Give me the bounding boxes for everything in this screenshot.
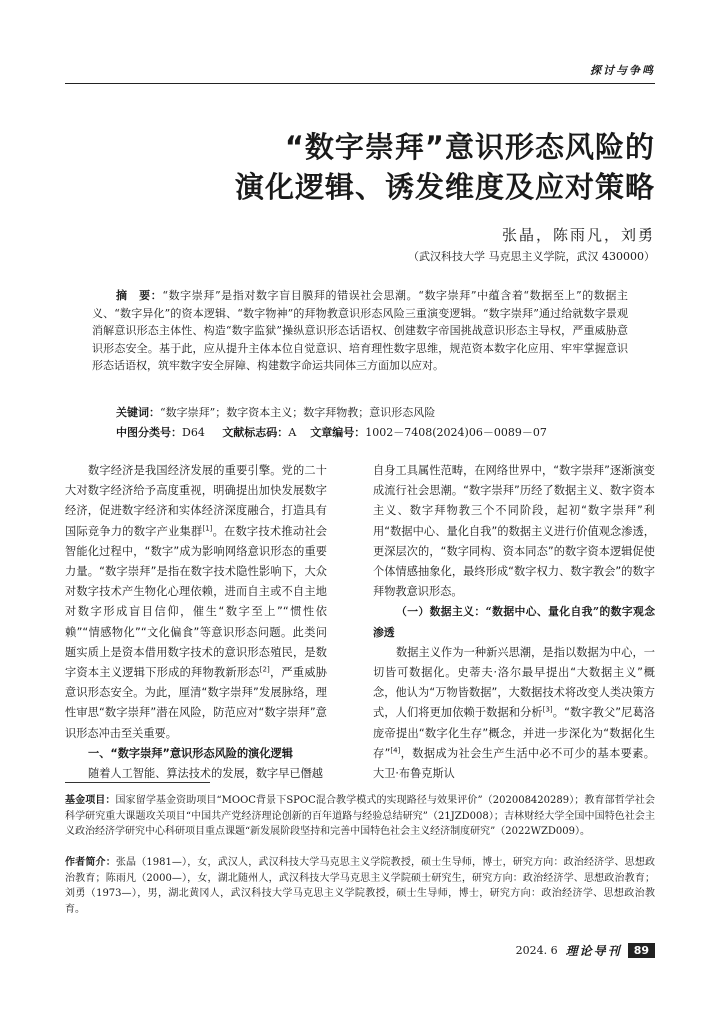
body-paragraph: 数据主义作为一种新兴思潮，是指以数据为中心，一切皆可数据化。史蒂夫·洛尔最早提出“大数据主义”概念，他认为“万物皆数据”，大数据技术将改变人类决策方式，人们将更加依赖于数据和分析[3]。“数字教父”尼葛洛庞帝提出“数字化生存”概念，并进一步深化为“数据化生存”[4]，数据成为社会生产生活中必不可少的基本要素。大卫·布鲁克斯认 — [373, 645, 655, 781]
keywords-text: “数字崇拜”；数字资本主义；数字拜物教；意识形态风险 — [160, 406, 436, 419]
header-rule — [65, 83, 655, 84]
classification-line — [116, 424, 547, 440]
authors: 张晶，陈雨凡，刘勇 — [501, 226, 655, 244]
body-paragraph: 自身工具属性范畴，在网络世界中，“数字崇拜”逐渐演变成流行社会思潮。“数字崇拜”历经了数据主义、数字资本主义、数字拜物教三个不同阶段，起初“数字崇拜”利用“数据中心、量化自我”的数据主义进行价值观念渗透，更深层次的，“数字同构、资本同态”的数字资本逻辑促使个体情感抽象化，最终形成“数字权力、数字教会”的数字拜物教意识形态。 — [373, 464, 655, 599]
citation-ref: [2] — [259, 665, 270, 674]
article-title-line2: 演化逻辑、诱发维度及应对策略 — [234, 170, 655, 204]
citation-ref: [4] — [390, 746, 401, 755]
abstract-text: “数字崇拜”是指对数字盲目膜拜的错误社会思潮。“数字崇拜”中蕴含着“数据至上”的数据主义、“数字异化”的资本逻辑、“数字物神”的拜物教意识形态风险三重演变逻辑。“数字崇拜”通过给就数字景观消解意识形态主体性、构造“数字监狱”操纵意识形态话语权、创建数字帝国挑战意识形态主导权，严重威胁意识形态安全。基于此，应从提升主体本位自觉意识、培育理性数字思维，规范资本数字化应用、牢牢掌握意识形态话语权，筑牢数字安全屏障、构建数字命运共同体三方面加以应对。 — [92, 289, 628, 372]
journal-name: 理论导刊 — [565, 943, 622, 958]
affiliation: （武汉科技大学 马克思主义学院，武汉 430000） — [408, 250, 655, 263]
issue-label: 2024. 6 — [515, 943, 558, 957]
body-paragraph: 数字经济是我国经济发展的重要引擎。党的二十大对数字经济给予高度重视，明确提出加快发展数字经济，促进数字经济和实体经济深度融合，打造具有国际竞争力的数字产业集群[1]。在数字技术推动社会智能化过程中，“数字”成为影响网络意识形态的重要力量。“数字崇拜”是指在数字技术隐性影响下，大众对数字技术产生物化心理依赖，进而自主或不自主地对数字形成盲目信仰，催生“数字至上”“惯性依赖”“情感物化”“文化偏食”等意识形态问题。此类问题实质上是资本借用数字技术的意识形态殖民，是数字资本主义逻辑下形成的拜物教新形态[2]，严重威胁意识形态安全。为此，厘清“数字崇拜”发展脉络，理性审思“数字崇拜”潜在风险，防范应对“数字崇拜”意识形态冲击至关重要。 — [65, 464, 327, 740]
article-title-line1: “数字崇拜”意识形态风险的 — [284, 130, 655, 164]
fund-footnote — [65, 793, 655, 840]
body-right-column — [373, 461, 655, 784]
subsection-heading: （一）数据主义：“数据中心、量化自我”的数字观念渗透 — [373, 605, 655, 639]
citation-ref: [1] — [202, 523, 213, 532]
body-left-column — [65, 461, 327, 784]
article-no-value: 1002－7408(2024)06－0089－07 — [365, 426, 547, 439]
keywords-label: 关键词： — [116, 406, 160, 419]
section-heading: 一、“数字崇拜”意识形态风险的演化逻辑 — [88, 746, 293, 760]
clc-value: D64 — [182, 426, 205, 439]
author-footnote — [65, 855, 655, 917]
fund-label: 基金项目： — [65, 795, 116, 806]
fund-text: 国家留学基金资助项目“MOOC背景下SPOC混合教学模式的实现路径与效果评价”（202008420289）；教育部哲学社会科学研究重大课题攻关项目“中国共产党经济理论创新的百年道路与经验总结研究”（21JZD008）；吉林财经大学全国中国特色社会主义政治经济学研究中心科研项目重点课题“新发展阶段坚持和完善中国特色社会主义经济制度研究”（2022WZD009）。 — [65, 795, 656, 837]
footnote-rule — [65, 782, 210, 783]
doc-code-value: A — [288, 426, 297, 439]
page-footer — [516, 940, 655, 960]
page-number: 89 — [628, 943, 655, 958]
keywords — [116, 404, 435, 420]
abstract — [92, 287, 628, 375]
citation-ref: [3] — [542, 705, 553, 714]
body-paragraph: 随着人工智能、算法技术的发展，数字早已僭越 — [88, 767, 323, 781]
column-tag: 探讨与争鸣 — [590, 64, 655, 77]
clc-label: 中图分类号： — [116, 426, 182, 439]
author-bio-text: 张晶（1981—），女，武汉人，武汉科技大学马克思主义学院教授，硕士生导师，博士，研究方向：政治经济学、思想政治教育；陈雨凡（2000—），女，湖北随州人，武汉科技大学马克思主义学院硕士研究生，研究方向：政治经济学、思想政治教育；刘勇（1973—），男，湖北黄冈人，武汉科技大学马克思主义学院教授，硕士生导师，博士，研究方向：政治经济学、思想政治教育。 — [65, 857, 656, 915]
doc-code-label: 文献标志码： — [222, 426, 289, 439]
author-bio-label: 作者简介： — [65, 857, 116, 868]
article-no-label: 文章编号： — [310, 426, 366, 439]
abstract-label: 摘 要： — [116, 289, 163, 302]
